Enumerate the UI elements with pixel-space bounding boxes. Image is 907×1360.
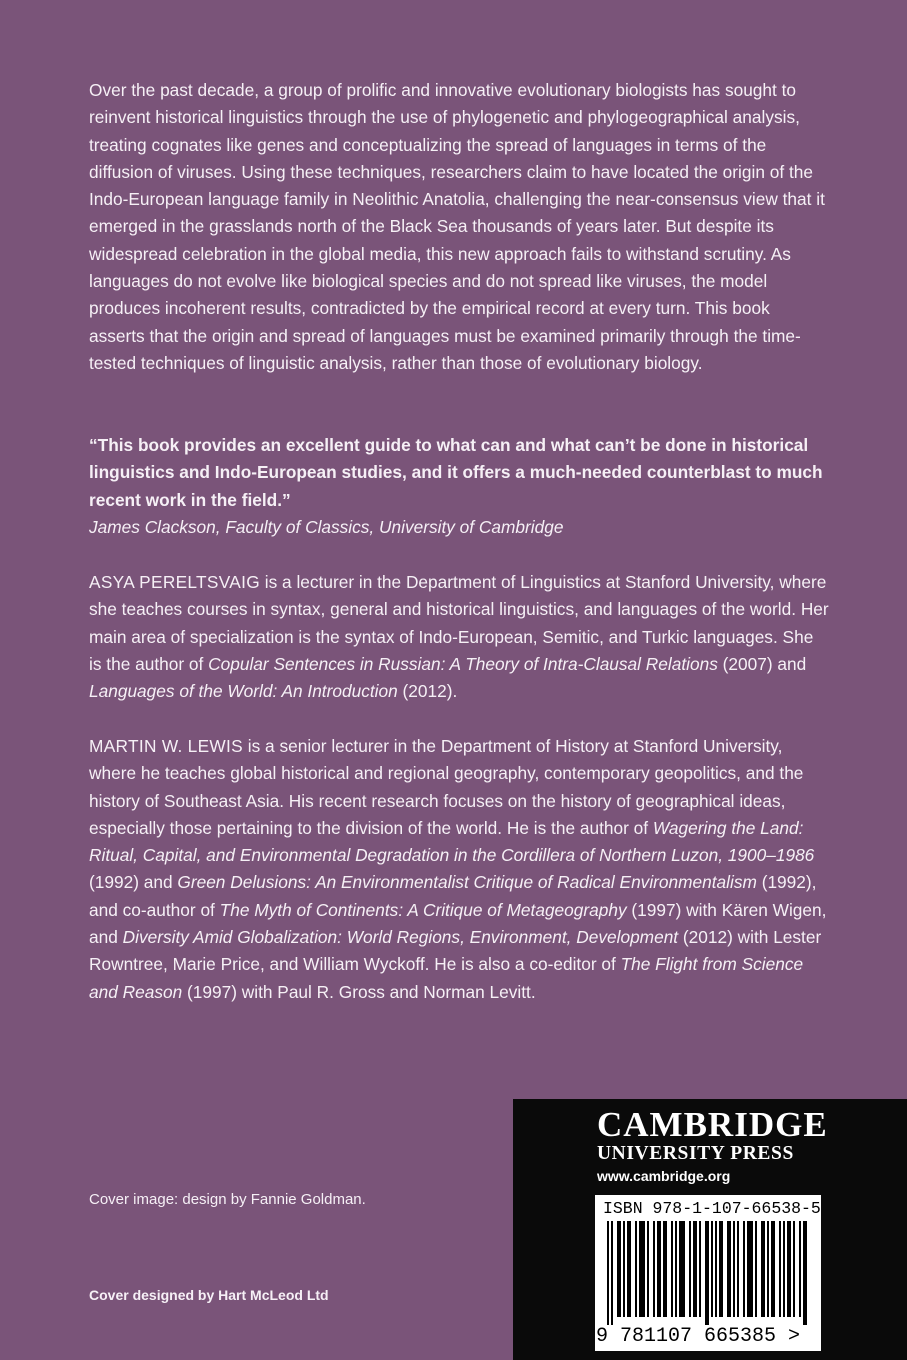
barcode-bar xyxy=(747,1221,749,1317)
author-bio-pereltsvaig xyxy=(89,569,829,705)
book-title: The Myth of Continents: A Critique of Metageography xyxy=(219,899,627,920)
barcode-bar xyxy=(767,1221,769,1317)
barcode-bar xyxy=(763,1221,765,1317)
bio-text: (1992) and xyxy=(89,872,178,893)
barcode-bar xyxy=(783,1221,785,1317)
author-bio-lewis xyxy=(89,733,829,1006)
book-title: Diversity Amid Globalization: World Regions, Environment, Development xyxy=(122,927,679,948)
book-title: The Flight from Science and Reason xyxy=(89,954,804,1002)
bio-text: (2007) and xyxy=(717,653,807,674)
back-cover-blurb: Over the past decade, a group of prolific and innovative evolutionary biologists has sought to reinvent historical linguistics through the use of phylogenetic and phylogeographical analysis, treating cognates like genes and conceptualizing the spread of languages in terms of the diffusion of viruses. Using these techniques, researchers claim to have located the origin of the Indo-European language family in Neolithic Anatolia, challenging the near-consensus view that it emerged in the grasslands north of the Black Sea thousands of years later. But despite its widespread celebration in the global media, this new approach fails to withstand scrutiny. As languages do not evolve like biological species and do not spread like viruses, the model produces incoherent results, contradicted by the empirical record at every turn. This book asserts that the origin and spread of languages must be examined primarily through the time-tested techniques of linguistic analysis, rather than those of evolutionary biology. xyxy=(89,80,825,373)
barcode-bar xyxy=(675,1221,677,1317)
cover-designer-credit: Cover designed by Hart McLeod Ltd xyxy=(89,1287,329,1303)
barcode-bar xyxy=(715,1221,717,1317)
barcode-bar xyxy=(803,1221,805,1325)
barcode-bar xyxy=(689,1221,691,1317)
barcode-bar xyxy=(707,1221,709,1325)
barcode-bar xyxy=(679,1221,681,1317)
barcode-bar xyxy=(641,1221,643,1317)
barcode-bar xyxy=(705,1221,707,1325)
barcode-digits: 9 781107 665385 > xyxy=(596,1325,801,1348)
barcode-icon xyxy=(607,1221,811,1325)
bio-text: (1997) with Paul R. Gross and Norman Levitt. xyxy=(182,981,536,1002)
barcode-bar xyxy=(639,1221,641,1317)
book-title: Wagering the Land: Ritual, Capital, and Environmental Degradation in the Cordillera of Northern Luzon, 1900–1986 xyxy=(89,817,815,866)
barcode-bar xyxy=(693,1221,695,1317)
author-name: MARTIN W. LEWIS xyxy=(89,736,243,756)
barcode-bar xyxy=(721,1221,723,1317)
barcode-bar xyxy=(629,1221,631,1317)
author-name: ASYA PERELTSVAIG xyxy=(89,572,260,592)
bio-text: is a lecturer in the Department of Linguistics at Stanford University, where she teaches courses in syntax, general and historical linguistics, and languages of the world. Her main area of specialization is the syntax of Indo-European, Semitic, and Turkic languages. She is the author of xyxy=(89,572,829,674)
barcode-bar xyxy=(611,1221,613,1325)
barcode-bar xyxy=(681,1221,683,1317)
review-quote-text: “This book provides an excellent guide to what can and what can’t be done in historical linguistics and Indo-European studies, and it offers a much-needed counterblast to much recent work in the field.” xyxy=(89,435,823,510)
barcode-bar xyxy=(635,1221,637,1317)
barcode-bar xyxy=(683,1221,685,1317)
bio-text: (1997) with Kären Wigen, and xyxy=(89,899,827,948)
barcode-bar xyxy=(755,1221,757,1317)
barcode-bar xyxy=(653,1221,655,1317)
barcode-bar xyxy=(771,1221,773,1317)
barcode-bar xyxy=(799,1221,801,1317)
barcode-bar xyxy=(643,1221,645,1317)
barcode-bar xyxy=(779,1221,781,1317)
bio-text: (2012) with Lester Rowntree, Marie Price, and William Wyckoff. He is also a co-editor of xyxy=(89,927,822,975)
bio-text: (1992), and co-author of xyxy=(89,872,817,920)
barcode-bar xyxy=(617,1221,619,1317)
barcode-bar xyxy=(659,1221,661,1317)
bio-text: is a senior lecturer in the Department of History at Stanford University, where he teaches global historical and regional geography, contemporary geopolitics, and the history of Southeast Asia. His recent research focuses on the history of geographical ideas, especially those pertaining to the division of the world. He is the author of xyxy=(89,736,804,838)
bio-text: (2012). xyxy=(397,681,458,702)
barcode-bar xyxy=(743,1221,745,1317)
barcode-bar xyxy=(727,1221,729,1317)
barcode-bar xyxy=(699,1221,701,1317)
barcode-bar xyxy=(647,1221,649,1317)
barcode-bar xyxy=(733,1221,735,1317)
barcode-bar xyxy=(671,1221,673,1317)
barcode-bar xyxy=(737,1221,739,1317)
barcode-bar xyxy=(657,1221,659,1317)
book-title: Green Delusions: An Environmentalist Critique of Radical Environmentalism xyxy=(177,872,757,893)
barcode-bar xyxy=(665,1221,667,1317)
publisher-url[interactable]: www.cambridge.org xyxy=(597,1168,731,1184)
barcode-bar xyxy=(749,1221,751,1317)
cover-image-credit: Cover image: design by Fannie Goldman. xyxy=(89,1191,366,1208)
barcode-bar xyxy=(627,1221,629,1317)
publisher-box xyxy=(513,1099,907,1360)
barcode-bar xyxy=(663,1221,665,1317)
barcode-bar xyxy=(805,1221,807,1325)
review-quote xyxy=(89,432,829,541)
barcode-bar xyxy=(773,1221,775,1317)
review-quote-attribution: James Clackson, Faculty of Classics, University of Cambridge xyxy=(89,516,564,537)
barcode-bar xyxy=(623,1221,625,1317)
barcode-panel xyxy=(595,1195,821,1351)
barcode-bar xyxy=(787,1221,789,1317)
barcode-bar xyxy=(751,1221,753,1317)
barcode-bar xyxy=(607,1221,609,1325)
barcode-bar xyxy=(695,1221,697,1317)
publisher-name: CAMBRIDGE xyxy=(597,1105,828,1144)
book-title: Copular Sentences in Russian: A Theory of Intra-Clausal Relations xyxy=(208,653,718,674)
barcode-bar xyxy=(729,1221,731,1317)
barcode-bar xyxy=(761,1221,763,1317)
isbn-label: ISBN 978-1-107-66538-5 xyxy=(603,1199,821,1218)
barcode-bar xyxy=(789,1221,791,1317)
barcode-bar xyxy=(711,1221,713,1317)
book-title: Languages of the World: An Introduction xyxy=(89,681,398,702)
barcode-bar xyxy=(619,1221,621,1317)
publisher-subtitle: UNIVERSITY PRESS xyxy=(597,1143,794,1164)
barcode-bar xyxy=(719,1221,721,1317)
barcode-bar xyxy=(793,1221,795,1317)
